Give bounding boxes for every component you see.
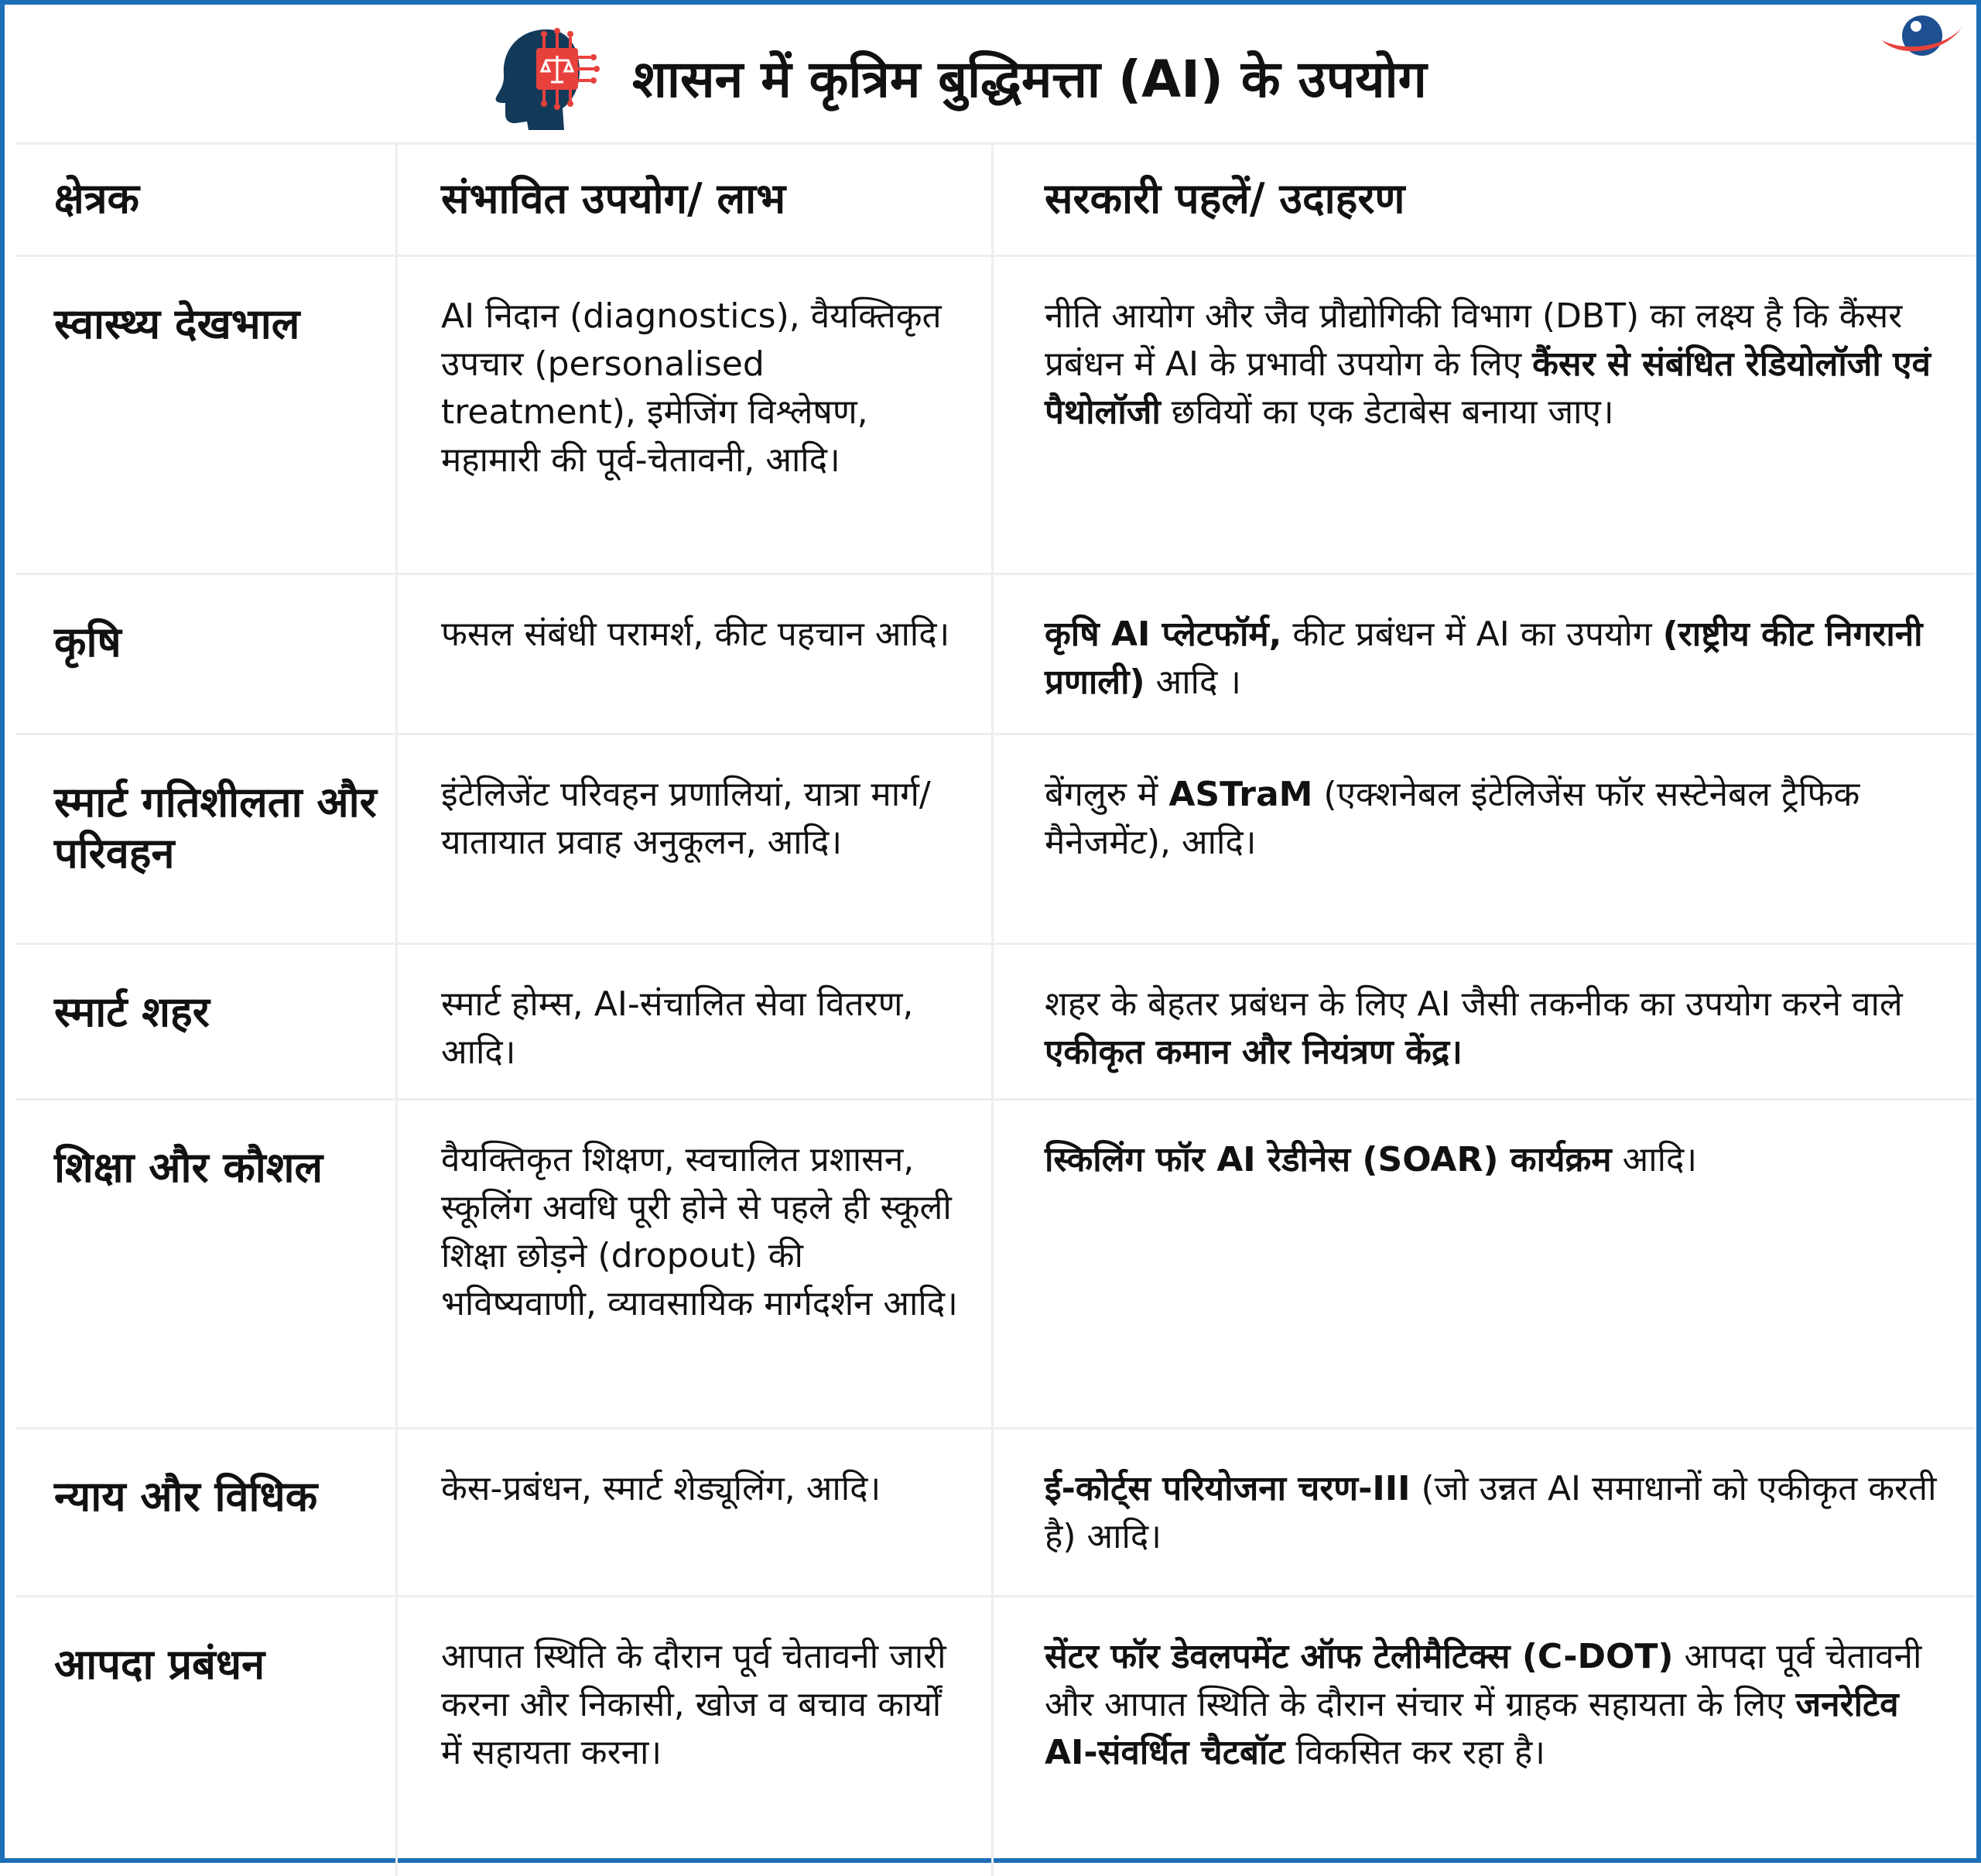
sector-cell: आपदा प्रबंधन bbox=[54, 1640, 265, 1689]
brand-globe-logo-icon bbox=[1874, 9, 1967, 71]
table-row bbox=[15, 733, 1975, 943]
initiative-highlight: ASTraM bbox=[1168, 775, 1313, 814]
benefits-cell: स्मार्ट होम्स, AI-संचालित सेवा वितरण, आदि। bbox=[441, 984, 914, 1072]
initiative-text: कीट प्रबंधन में AI का उपयोग bbox=[1281, 614, 1663, 654]
table-row bbox=[15, 1427, 1975, 1595]
initiative-text: आदि । bbox=[1144, 662, 1241, 702]
sector-cell: स्मार्ट गतिशीलता और परिवहन bbox=[54, 778, 377, 878]
page-header bbox=[9, 9, 1981, 142]
initiatives-cell bbox=[1045, 1136, 1952, 1184]
title-group bbox=[493, 23, 1427, 132]
initiatives-cell bbox=[1045, 611, 1952, 707]
table-header-row bbox=[15, 142, 1975, 255]
usage-table bbox=[15, 142, 1975, 1876]
sector-cell: स्वास्थ्य देखभाल bbox=[54, 300, 300, 348]
initiative-highlight: (राष्ट्रीय कीट निगरानी प्रणाली) bbox=[1045, 614, 1923, 702]
initiative-text: आपदा पूर्व चेतावनी और आपात स्थिति के दौरान संचार में ग्राहक सहायता के लिए bbox=[1045, 1637, 1922, 1724]
initiatives-cell bbox=[1045, 1465, 1952, 1561]
initiative-highlight: सेंटर फॉर डेवलपमेंट ऑफ टेलीमैटिक्स (C-DOT) bbox=[1045, 1637, 1674, 1676]
column-header-initiatives: सरकारी पहलें/ उदाहरण bbox=[1045, 174, 1405, 223]
benefits-cell: AI निदान (diagnostics), वैयक्तिकृत उपचार (personalised treatment), इमेजिंग विश्लेषण, महामारी की पूर्व-चेतावनी, आदि। bbox=[441, 296, 942, 480]
table-row bbox=[15, 1098, 1975, 1427]
initiative-text: आदि। bbox=[1611, 1140, 1697, 1179]
initiatives-cell bbox=[1045, 771, 1952, 867]
initiative-highlight: जनरेटिव AI-संवर्धित चैटबॉट bbox=[1045, 1685, 1899, 1772]
initiative-highlight: ई-कोर्ट्स परियोजना चरण-III bbox=[1045, 1469, 1411, 1508]
table-row bbox=[15, 943, 1975, 1098]
table-row bbox=[15, 1595, 1975, 1876]
initiatives-cell bbox=[1045, 981, 1952, 1077]
sector-cell: न्याय और विधिक bbox=[54, 1472, 318, 1521]
ai-head-justice-icon bbox=[493, 23, 609, 132]
initiative-highlight: स्किलिंग फॉर AI रेडीनेस (SOAR) कार्यक्रम bbox=[1045, 1140, 1612, 1179]
column-header-sector: क्षेत्रक bbox=[15, 145, 398, 255]
initiatives-cell bbox=[1045, 293, 1952, 436]
initiative-text: छवियों का एक डेटाबेस बनाया जाए। bbox=[1160, 392, 1614, 432]
initiative-highlight: कैंसर से संबंधित रेडियोलॉजी एवं पैथोलॉजी bbox=[1045, 344, 1931, 432]
initiative-text: (एक्शनेबल इंटेलिजेंस फॉर सस्टेनेबल ट्रैफिक मैनेजमेंट), आदि। bbox=[1045, 775, 1860, 862]
table-row bbox=[15, 255, 1975, 573]
initiative-highlight: कृषि AI प्लेटफॉर्म, bbox=[1045, 614, 1282, 654]
table-row bbox=[15, 573, 1975, 733]
initiative-text: शहर के बेहतर प्रबंधन के लिए AI जैसी तकनीक का उपयोग करने वाले bbox=[1045, 984, 1903, 1024]
initiative-text: नीति आयोग और जैव प्रौद्योगिकी विभाग (DBT) का लक्ष्य है कि कैंसर प्रबंधन में AI के प्रभावी उपयोग के लिए bbox=[1045, 296, 1903, 384]
benefits-cell: फसल संबंधी परामर्श, कीट पहचान आदि। bbox=[441, 614, 950, 654]
initiative-text: विकसित कर रहा है। bbox=[1285, 1733, 1545, 1772]
sector-cell: स्मार्ट शहर bbox=[54, 988, 210, 1036]
sector-cell: कृषि bbox=[54, 618, 121, 666]
initiative-highlight: एकीकृत कमान और नियंत्रण केंद्र। bbox=[1045, 1032, 1463, 1072]
benefits-cell: आपात स्थिति के दौरान पूर्व चेतावनी जारी करना और निकासी, खोज व बचाव कार्यों में सहायता करना। bbox=[441, 1637, 946, 1772]
column-header-benefits: संभावित उपयोग/ लाभ bbox=[398, 145, 994, 255]
benefits-cell: केस-प्रबंधन, स्मार्ट शेड्यूलिंग, आदि। bbox=[441, 1469, 881, 1508]
sector-cell: शिक्षा और कौशल bbox=[54, 1143, 323, 1192]
benefits-cell: इंटेलिजेंट परिवहन प्रणालियां, यात्रा मार्ग/ यातायात प्रवाह अनुकूलन, आदि। bbox=[441, 775, 931, 862]
initiatives-cell bbox=[1045, 1633, 1952, 1777]
initiative-text: बेंगलुरु में bbox=[1045, 775, 1169, 814]
page-title: शासन में कृत्रिम बुद्धिमत्ता (AI) के उपयोग bbox=[632, 50, 1427, 109]
initiative-text: (जो उन्नत AI समाधानों को एकीकृत करती है) आदि। bbox=[1045, 1469, 1937, 1556]
benefits-cell: वैयक्तिकृत शिक्षण, स्वचालित प्रशासन, स्कूलिंग अवधि पूरी होने से पहले ही स्कूली शिक्षा छोड़ने (dropout) की भविष्यवाणी, व्यावसायिक मार्गदर्शन आदि। bbox=[441, 1140, 958, 1323]
